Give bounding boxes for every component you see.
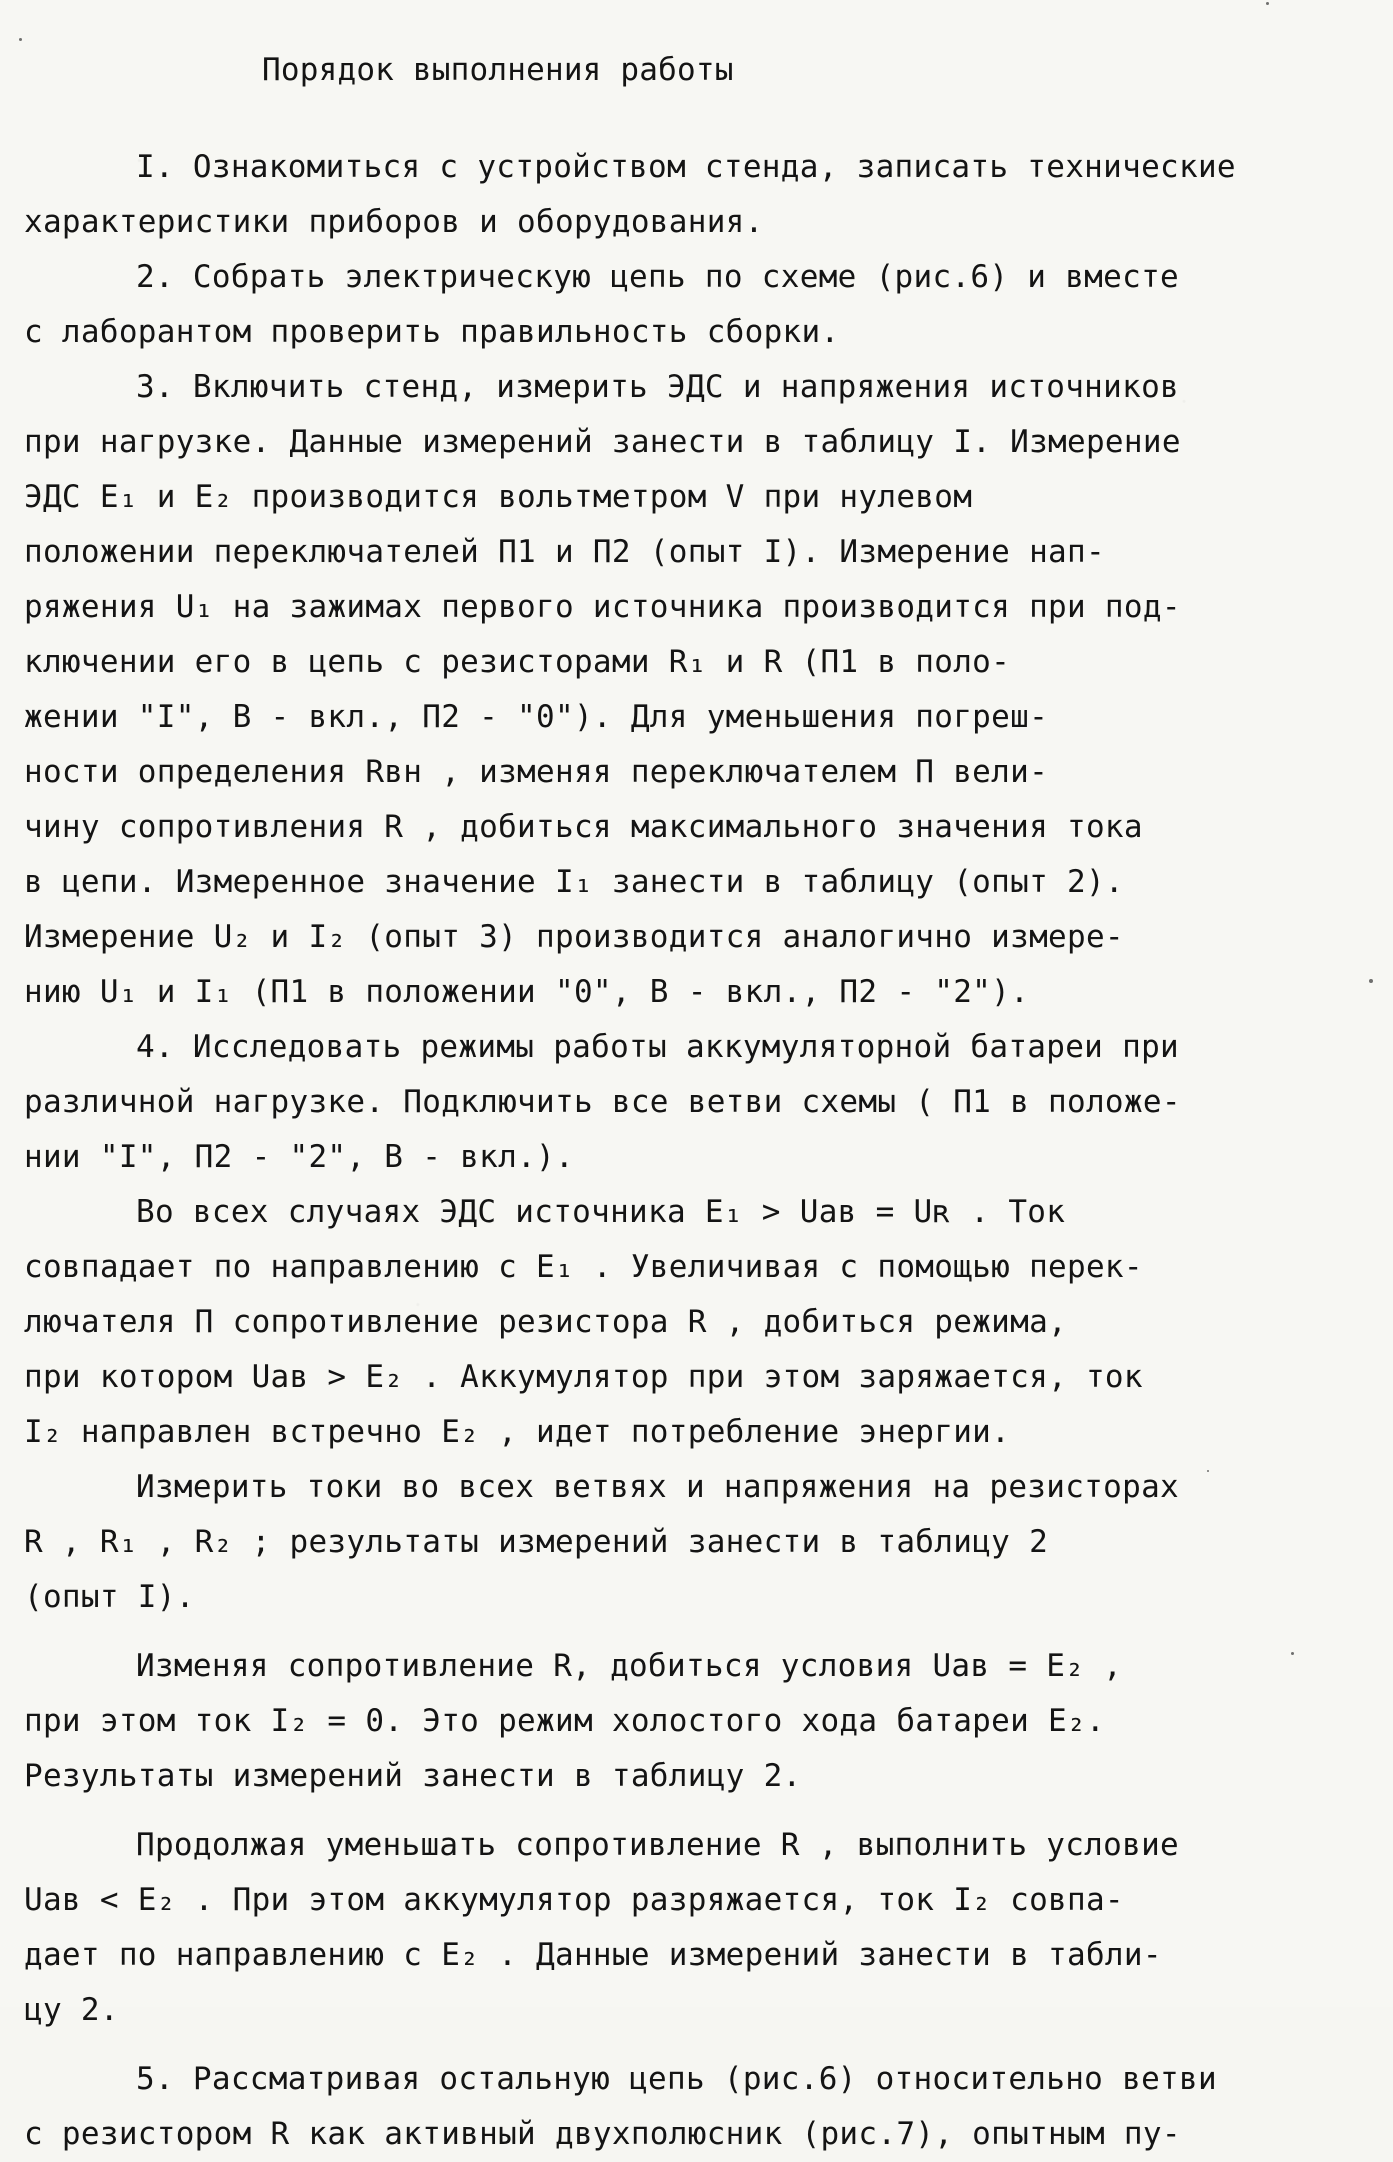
paragraph-line: жении "I", B - вкл., П2 - "0"). Для уменьшения погреш- xyxy=(24,699,1049,735)
paper-speck-2 xyxy=(1266,2,1269,5)
paragraph-line: положении переключателей П1 и П2 (опыт I). Измерение нап- xyxy=(24,534,1105,570)
paragraph-line: характеристики приборов и оборудования. xyxy=(24,204,764,240)
paragraph-line: ряжения U₁ на зажимах первого источника производится при под- xyxy=(24,589,1181,625)
paragraph-line: Продолжая уменьшать сопротивление R , выполнить условие xyxy=(136,1827,1179,1863)
page-title: Порядок выполнения работы xyxy=(262,52,734,88)
paragraph-line: I. Ознакомиться с устройством стенда, записать технические xyxy=(136,149,1236,185)
paper-speck-5 xyxy=(1207,1470,1209,1472)
paragraph-line: Результаты измерений занести в таблицу 2. xyxy=(24,1758,802,1794)
paragraph-line: 4. Исследовать режимы работы аккумуляторной батареи при xyxy=(136,1029,1179,1065)
paragraph-line: ЭДС E₁ и E₂ производится вольтметром V при нулевом xyxy=(24,479,973,515)
paragraph-line: Измерить токи во всех ветвях и напряжения на резисторах xyxy=(136,1469,1179,1505)
paragraph-line: Измерение U₂ и I₂ (опыт 3) производится аналогично измере- xyxy=(24,919,1124,955)
paragraph-line: нии "I", П2 - "2", B - вкл.). xyxy=(24,1139,574,1175)
document-body xyxy=(24,140,1369,2162)
paragraph-line: при котором Uав > E₂ . Аккумулятор при этом заряжается, ток xyxy=(24,1359,1143,1395)
paragraph-line: в цепи. Измеренное значение I₁ занести в таблицу (опыт 2). xyxy=(24,864,1124,900)
paragraph-line: (опыт I). xyxy=(24,1579,195,1615)
paragraph-line: ключении его в цепь с резисторами R₁ и R (П1 в поло- xyxy=(24,644,1011,680)
paragraph-line: с лаборантом проверить правильность сборки. xyxy=(24,314,840,350)
paragraph-line: 5. Рассматривая остальную цепь (рис.6) относительно ветви xyxy=(136,2061,1217,2097)
paragraph-line: нию U₁ и I₁ (П1 в положении "0", B - вкл., П2 - "2"). xyxy=(24,974,1030,1010)
paragraph-line: лючателя П сопротивление резистора R , добиться режима, xyxy=(24,1304,1067,1340)
paragraph-line: различной нагрузке. Подключить все ветви схемы ( П1 в положе- xyxy=(24,1084,1181,1120)
paper-speck-4 xyxy=(1291,1652,1294,1655)
paragraph-line: при нагрузке. Данные измерений занести в таблицу I. Измерение xyxy=(24,424,1181,460)
paragraph-line: Во всех случаях ЭДС источника E₁ > Uав = Uʀ . Ток xyxy=(136,1194,1066,1230)
paragraph-line: 2. Собрать электрическую цепь по схеме (рис.6) и вместе xyxy=(136,259,1179,295)
paragraph-line: цу 2. xyxy=(24,1992,119,2028)
paper-speck-1 xyxy=(19,38,22,41)
paragraph-line: Uав < E₂ . При этом аккумулятор разряжается, ток I₂ совпа- xyxy=(24,1882,1124,1918)
paragraph-line: ности определения Rвн , изменяя переключателем П вели- xyxy=(24,754,1049,790)
paragraph-line: R , R₁ , R₂ ; результаты измерений занести в таблицу 2 xyxy=(24,1524,1049,1560)
paragraph-line: I₂ направлен встречно E₂ , идет потребление энергии. xyxy=(24,1414,1011,1450)
paragraph-line: при этом ток I₂ = 0. Это режим холостого хода батареи E₂. xyxy=(24,1703,1105,1739)
paragraph-line: с резистором R как активный двухполюсник (рис.7), опытным пу- xyxy=(24,2116,1181,2152)
paragraph-line: чину сопротивления R , добиться максимального значения тока xyxy=(24,809,1143,845)
paragraph-line: Изменяя сопротивление R, добиться условия Uав = E₂ , xyxy=(136,1648,1123,1684)
paragraph-line: дает по направлению с E₂ . Данные измерений занести в табли- xyxy=(24,1937,1162,1973)
paragraph-line: совпадает по направлению с E₁ . Увеличивая с помощью перек- xyxy=(24,1249,1143,1285)
paragraph-line: 3. Включить стенд, измерить ЭДС и напряжения источников xyxy=(136,369,1179,405)
paper-speck-3 xyxy=(1369,979,1373,983)
